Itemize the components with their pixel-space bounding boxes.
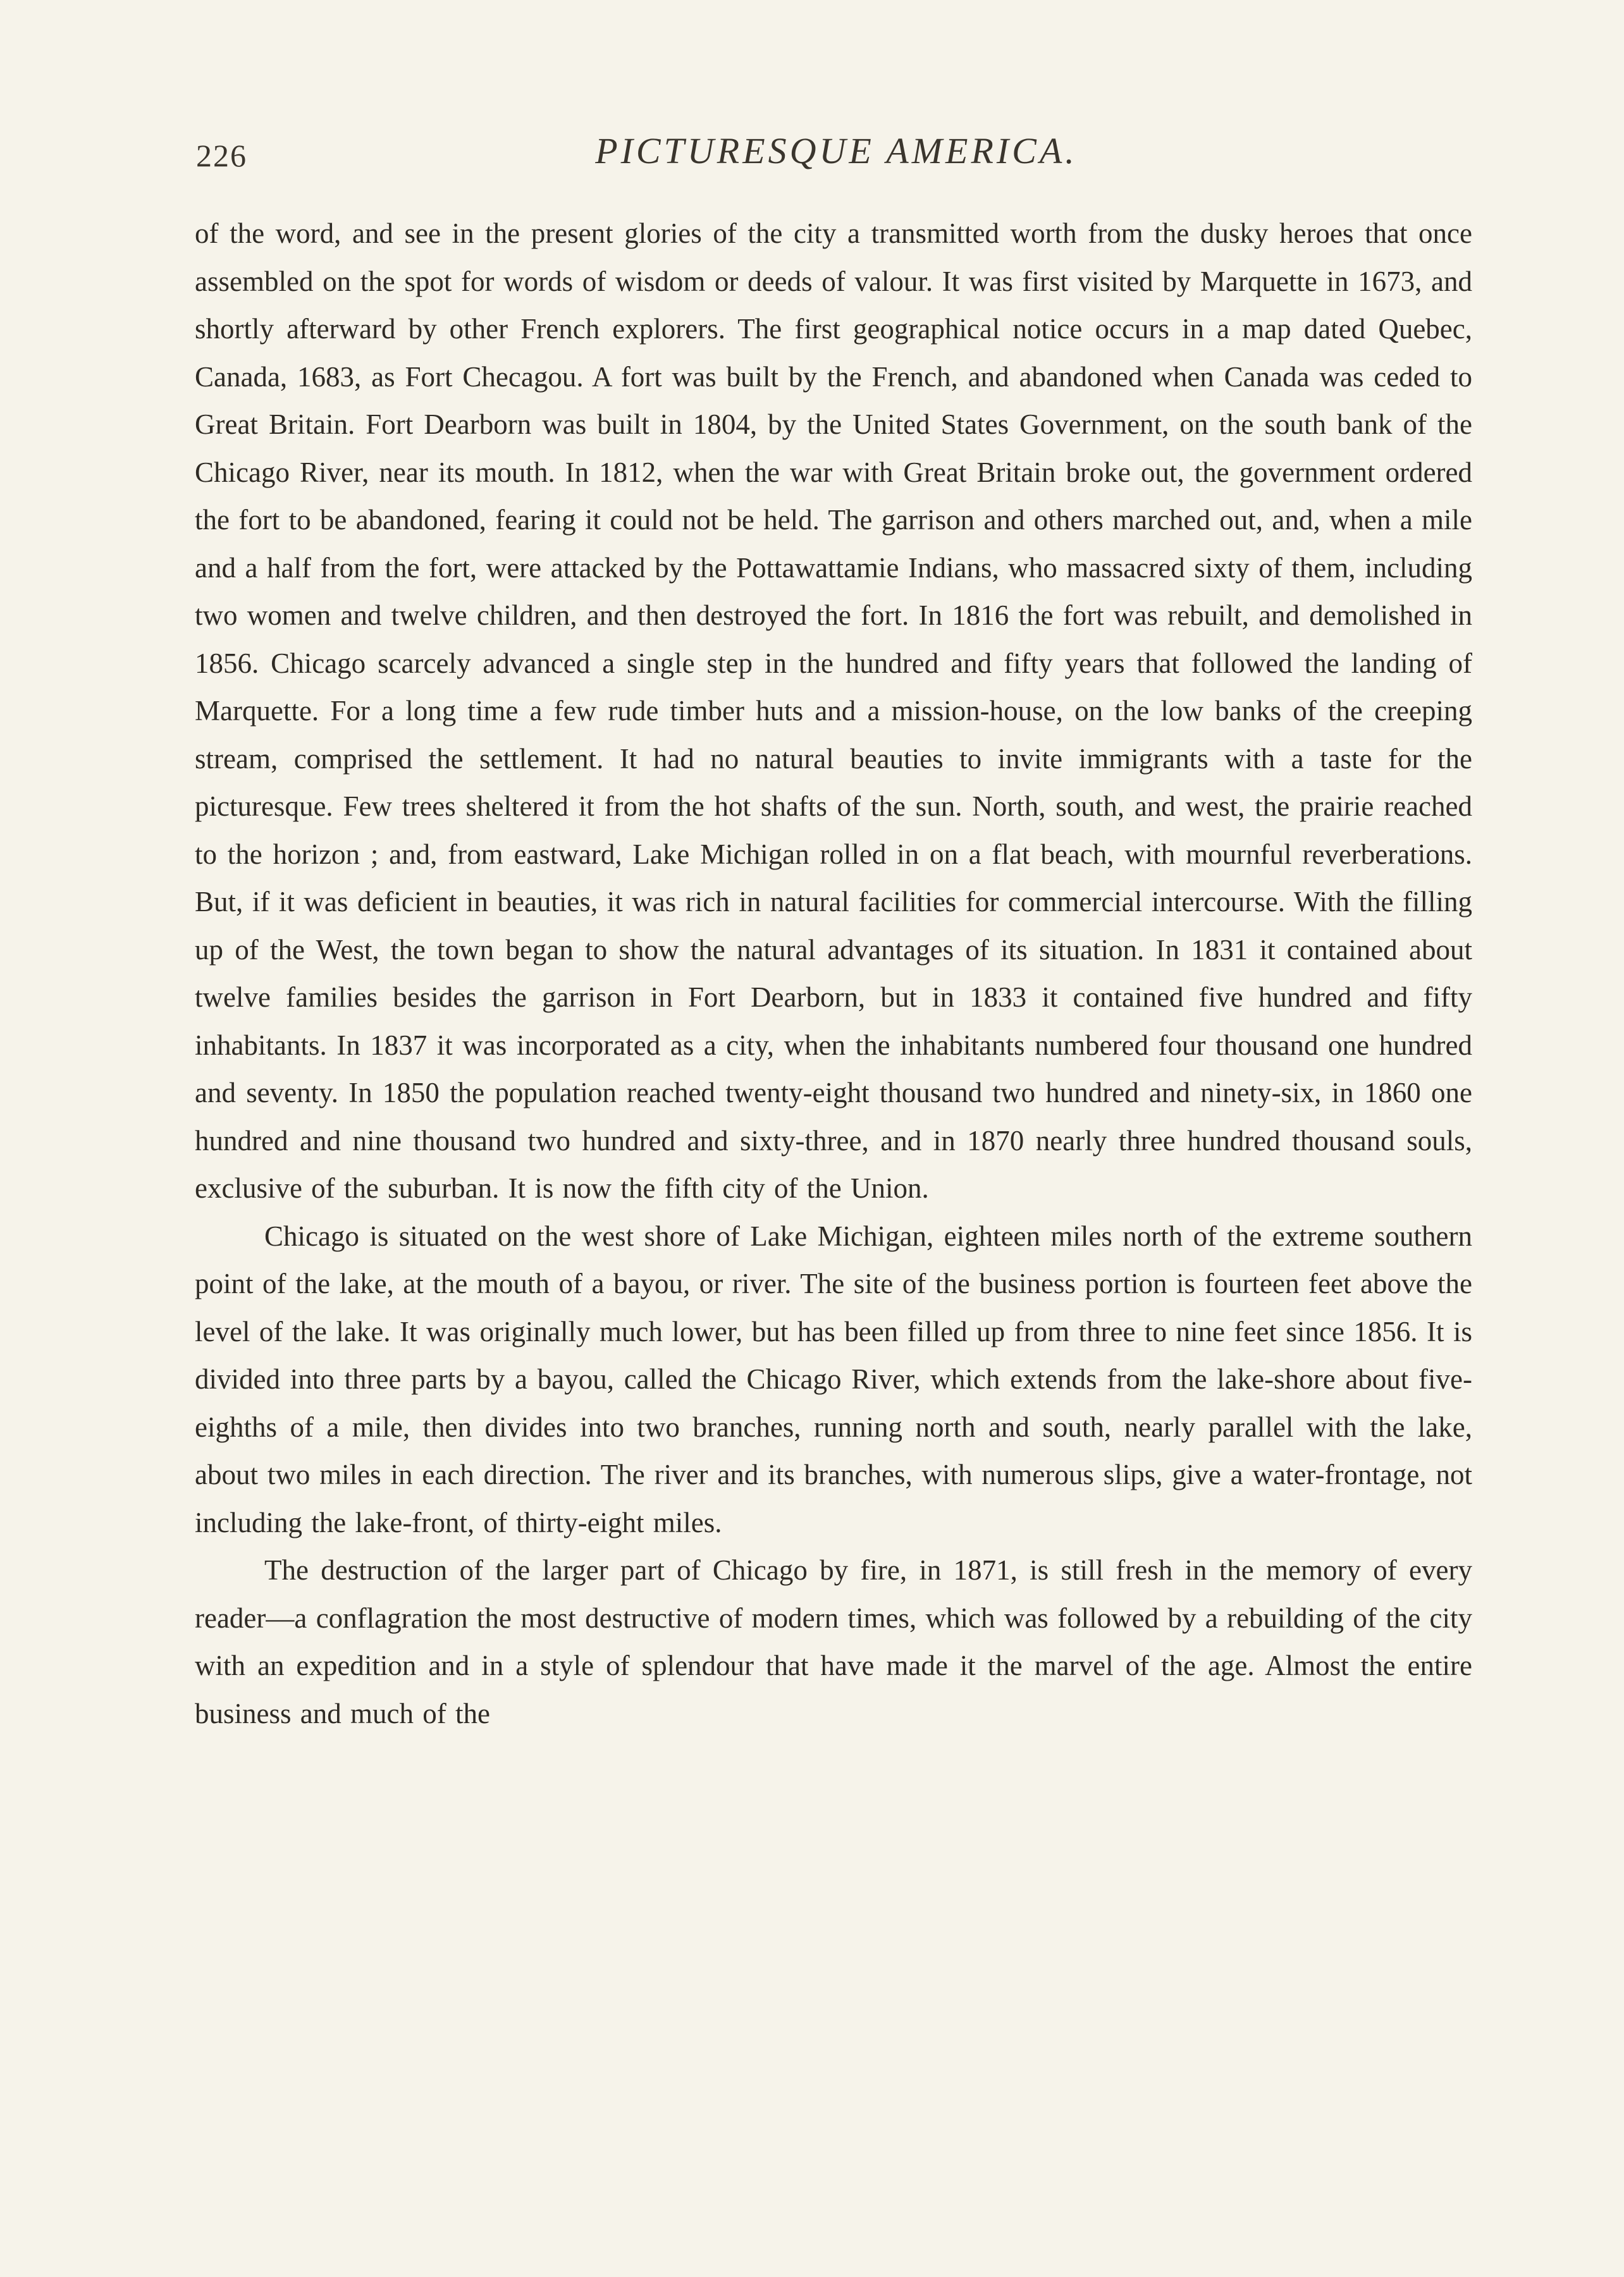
- page-number: 226: [196, 138, 247, 173]
- running-title: PICTURESQUE AMERICA.: [595, 130, 1078, 171]
- body-text: [195, 210, 1472, 1738]
- paragraph-chicago-fire: The destruction of the larger part of Chicago by fire, in 1871, is still fresh in the memory of every reader—a conflagration the most destructive of modern times, which was followed by a rebuilding of the city with an expedition and in a style of splendour that have made it the marvel of the age. Almost the entire business and much of the: [195, 1554, 1472, 1729]
- paragraph-continued: of the word, and see in the present glories of the city a transmitted worth from the dusky heroes that once assembled on the spot for words of wisdom or deeds of valour. It was first visited by Marquette in 1673, and shortly afterward by other French explorers. The first geographical notice occurs in a map dated Quebec, Canada, 1683, as Fort Checagou. A fort was built by the French, and abandoned when Canada was ceded to Great Britain. Fort Dearborn was built in 1804, by the United States Government, on the south bank of the Chicago River, near its mouth. In 1812, when the war with Great Britain broke out, the government ordered the fort to be abandoned, fearing it could not be held. The garrison and others marched out, and, when a mile and a half from the fort, were attacked by the Pottawattamie Indians, who massacred sixty of them, including two women and twelve children, and then destroyed the fort. In 1816 the fort was rebuilt, and demolished in 1856. Chicago scarcely advanced a single step in the hundred and fifty years that followed the landing of Marquette. For a long time a few rude timber huts and a mission-house, on the low banks of the creeping stream, comprised the settlement. It had no natural beauties to invite immigrants with a taste for the picturesque. Few trees sheltered it from the hot shafts of the sun. North, south, and west, the prairie reached to the horizon ; and, from eastward, Lake Michigan rolled in on a flat beach, with mournful reverberations. But, if it was deficient in beauties, it was rich in natural facilities for commercial intercourse. With the filling up of the West, the town began to show the natural advantages of its situation. In 1831 it contained about twelve families besides the garrison in Fort Dearborn, but in 1833 it contained five hundred and fifty inhabitants. In 1837 it was incorporated as a city, when the inhabitants numbered four thousand one hundred and seventy. In 1850 the population reached twenty-eight thousand two hundred and ninety-six, in 1860 one hundred and nine thousand two hundred and sixty-three, and in 1870 nearly three hundred thousand souls, exclusive of the suburban. It is now the fifth city of the Union.: [195, 218, 1472, 1204]
- paragraph-chicago-situation: Chicago is situated on the west shore of Lake Michigan, eighteen miles north of the extreme southern point of the lake, at the mouth of a bayou, or river. The site of the business portion is fourteen feet above the level of the lake. It was originally much lower, but has been filled up from three to nine feet since 1856. It is divided into three parts by a bayou, called the Chicago River, which extends from the lake-shore about five-eighths of a mile, then divides into two branches, running north and south, nearly parallel with the lake, about two miles in each direction. The river and its branches, with numerous slips, give a water-frontage, not including the lake-front, of thirty-eight miles.: [195, 1220, 1472, 1538]
- running-head: [196, 130, 1477, 180]
